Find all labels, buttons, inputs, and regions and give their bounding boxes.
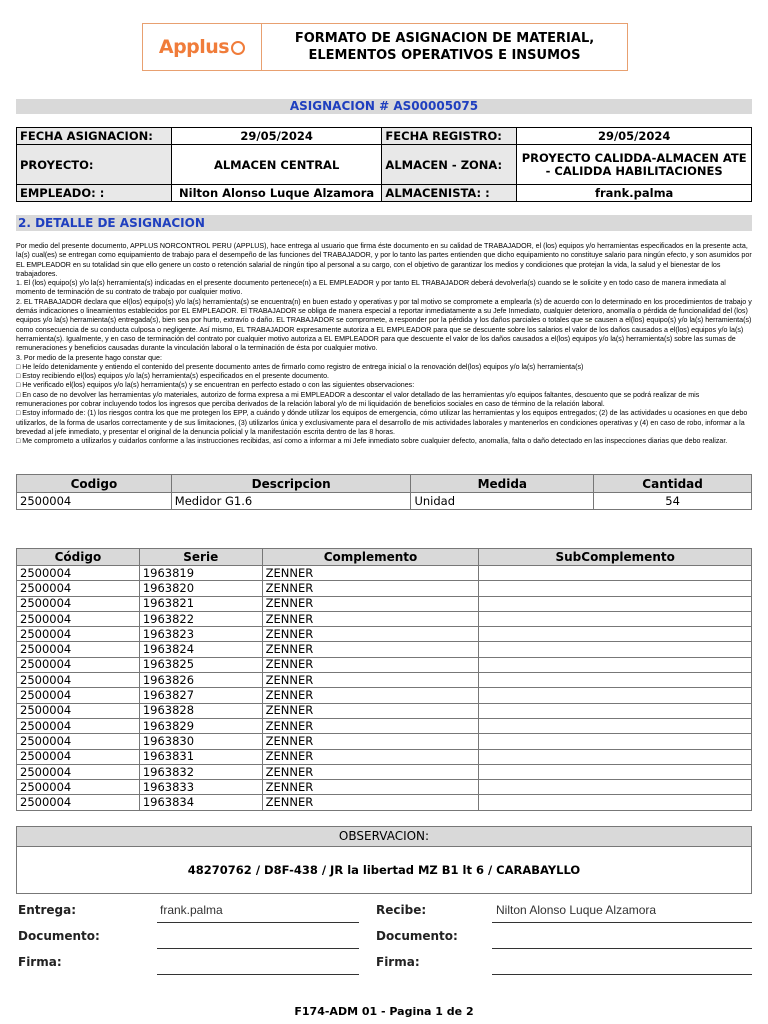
series-subcomplemento [479,627,752,642]
recibe-label: Recibe: [376,903,427,917]
series-subcomplemento [479,611,752,626]
logo-text: Applus [158,36,230,58]
table-row [17,642,752,657]
series-codigo: 2500004 [17,734,140,749]
legal-paragraph: Por medio del presente documento, APPLUS NORCONTROL PERU (APPLUS), hace entrega al usuario que firma éste documento en su calidad de TRABAJADOR, el (los) equipos y/o herramientas especificados en la presente acta, la(s) cual(es) se entregan como equipamiento de trabajo para el desempeño de las funciones del TRABAJADOR, y por lo tanto las partes entienden que dicho equipamiento no constituye salario para ningún efecto, y son asumidos por EL EMPLEADOR en su totalidad sin que ello genere un costo o retención salarial de ningún tipo al personal a su cargo, con el objetivo de garantizar los medios y condiciones que protejan la vida, la salud y el bienestar de los trabajadores. [16,242,752,278]
items-header-cantidad: Cantidad [594,475,752,493]
series-complemento: ZENNER [262,566,479,581]
series-complemento: ZENNER [262,596,479,611]
series-serie: 1963822 [139,611,262,626]
series-codigo: 2500004 [17,780,140,795]
series-complemento: ZENNER [262,627,479,642]
entrega-documento-line [157,948,359,949]
legal-paragraph: 1. El (los) equipo(s) y/o la(s) herramienta(s) indicadas en el presente documento pertenece(n) a EL EMPLEADOR y por tanto EL TRABAJADOR deberá devolverla(s) cuando se le solicite y en todo caso de manera inmediata al momento de terminación de su contrato de trabajo por cualquier motivo. [16,279,726,297]
almacen-zona-value: PROYECTO CALIDDA-ALMACEN ATE - CALIDDA HABILITACIONES [517,145,752,185]
series-subcomplemento [479,581,752,596]
recibe-line [492,922,752,923]
entrega-firma-line [157,974,359,975]
title-line-1: FORMATO DE ASIGNACION DE MATERIAL, [294,31,595,46]
series-complemento: ZENNER [262,734,479,749]
legal-paragraph: □ Estoy recibiendo el(los) equipos y/o la(s) herramienta(s) especificados en el presente documento. [16,372,330,381]
table-row [17,611,752,626]
series-subcomplemento [479,795,752,810]
empleado-value: Nilton Alonso Luque Alzamora [171,185,382,202]
series-codigo: 2500004 [17,611,140,626]
almacenista-label: ALMACENISTA: : [382,185,517,202]
table-row [17,493,752,510]
series-table [16,548,752,811]
series-serie: 1963828 [139,703,262,718]
item-cantidad: 54 [594,493,752,510]
series-serie: 1963827 [139,688,262,703]
series-serie: 1963824 [139,642,262,657]
series-codigo: 2500004 [17,703,140,718]
table-row [17,566,752,581]
series-subcomplemento [479,673,752,688]
fecha-asignacion-value: 29/05/2024 [171,128,382,145]
series-subcomplemento [479,688,752,703]
series-serie: 1963831 [139,749,262,764]
series-header-codigo: Código [17,549,140,566]
table-row [17,703,752,718]
series-header-complemento: Complemento [262,549,479,566]
empleado-label: EMPLEADO: : [17,185,172,202]
proyecto-value: ALMACEN CENTRAL [171,145,382,185]
fecha-registro-value: 29/05/2024 [517,128,752,145]
table-row [17,627,752,642]
series-subcomplemento [479,734,752,749]
table-row [17,718,752,733]
series-serie: 1963821 [139,596,262,611]
series-serie: 1963829 [139,718,262,733]
observacion-box [16,826,752,894]
observacion-text: 48270762 / D8F-438 / JR la libertad MZ B1 lt 6 / CARABAYLLO [187,863,581,877]
series-codigo: 2500004 [17,673,140,688]
assignment-info-table [16,127,752,202]
series-codigo: 2500004 [17,627,140,642]
item-codigo: 2500004 [17,493,172,510]
legal-paragraph: 3. Por medio de la presente hago constar que: [16,353,162,362]
table-row [17,657,752,672]
table-row [17,596,752,611]
series-subcomplemento [479,642,752,657]
legal-paragraph: □ Estoy informado de: (1) los riesgos contra los que me protegen los EPP, a cuándo y dónde utilizar los equipos de emergencia, cómo utilizar las herramientas y los equipos entregados; (2) de las actividades u ocasiones en que debo utilizarlos, de la forma de usarlos correctamente y de sus limitaciones, (3) utilizarlos única y exclusivamente para el desarrollo de mis actividades laborales y mantenerlos en condiciones operativas y (4) en caso de robo, informar a la brevedad al jefe inmediato, y presentar el original de la denuncia policial y la manifestación escrita dentro de las 8 horas. [16,409,748,436]
series-serie: 1963826 [139,673,262,688]
series-complemento: ZENNER [262,795,479,810]
series-complemento: ZENNER [262,642,479,657]
items-header-medida: Medida [411,475,594,493]
item-medida: Unidad [411,493,594,510]
table-row [17,581,752,596]
series-codigo: 2500004 [17,581,140,596]
series-serie: 1963834 [139,795,262,810]
title-line-2: ELEMENTOS OPERATIVOS E INSUMOS [308,48,581,63]
observacion-label: OBSERVACION: [17,827,751,847]
series-complemento: ZENNER [262,718,479,733]
table-row [17,688,752,703]
series-codigo: 2500004 [17,795,140,810]
items-header-descripcion: Descripcion [171,475,411,493]
items-header-codigo: Codigo [17,475,172,493]
fecha-registro-label: FECHA REGISTRO: [382,128,517,145]
legal-paragraph: 2. EL TRABAJADOR declara que el(los) equipo(s) y/o la(s) herramienta(s) se encuentra(n) en buen estado y operativas y por tal motivo se compromete a emplearla (s) de acuerdo con lo determinado en los procedimientos de trabajo y demás indicaciones o lineamientos establecidos por EL EMPLEADOR. El TRABAJADOR se obliga de manera especial a reportar inmediatamente a su Jefe Inmediato, cualquier deterioro, anomalía o pérdida de funcionalidad del (los) equipos y/o la(s) herramienta(s) entregada(s), bien sea por hurto, extravío o daño. EL TRABAJADOR se compromete, a responder por la pérdida y los daños parciales o totales que se causen a el(los) equipo(s) y/o la(s) herramienta(s) como consecuencia de su conducta culposa o negligente. Así mismo, EL TRABAJADOR expresamente autoriza a EL EMPLEADOR para que se descuente sobre los salarios el valor de los daños causados a el(los) equipos y/o la(s) herramienta(s). Igualmente, y en caso de terminación del contrato por cualquier motivo autoriza a EL EMPLEADOR para que descuente el valor de los daños causados a el(los) equipos y/o la(s) herramienta(s) sobre las sumas de remuneraciones y beneficios causadas durante la vinculación laboral o la terminación de ésta por cualquier motivo. [16,297,752,353]
series-serie: 1963832 [139,764,262,779]
series-complemento: ZENNER [262,673,479,688]
almacen-zona-label: ALMACEN - ZONA: [382,145,517,185]
table-row [17,734,752,749]
series-serie: 1963833 [139,780,262,795]
series-complemento: ZENNER [262,703,479,718]
applus-logo [143,24,262,70]
plus-icon [231,41,245,55]
entrega-documento-label: Documento: [18,929,100,943]
series-serie: 1963823 [139,627,262,642]
legal-paragraph: □ Me comprometo a utilizarlos y cuidarlos conforme a las instrucciones recibidas, así como a informar a mi Jefe inmediato sobre cualquier defecto, anomalía, falta o daño detectado en las inspecciones diarias que debo realizar. [16,437,728,446]
series-subcomplemento [479,749,752,764]
items-table [16,474,752,510]
table-row [17,673,752,688]
series-complemento: ZENNER [262,611,479,626]
legal-paragraph: □ He verificado el(los) equipos y/o la(s) herramienta(s) y se encuentran en perfecto estado o con las siguientes observaciones: [16,381,415,390]
document-title [262,24,627,70]
series-codigo: 2500004 [17,596,140,611]
series-codigo: 2500004 [17,688,140,703]
section-2-title: 2. DETALLE DE ASIGNACION [16,215,752,231]
series-codigo: 2500004 [17,657,140,672]
table-row [17,749,752,764]
series-complemento: ZENNER [262,688,479,703]
entrega-value: frank.palma [160,903,223,917]
series-complemento: ZENNER [262,749,479,764]
series-complemento: ZENNER [262,657,479,672]
page-footer: F174-ADM 01 - Pagina 1 de 2 [294,1005,474,1018]
assignment-number-bar: ASIGNACION # AS00005075 [16,99,752,114]
entrega-label: Entrega: [18,903,77,917]
recibe-documento-line [492,948,752,949]
recibe-firma-line [492,974,752,975]
fecha-asignacion-label: FECHA ASIGNACION: [17,128,172,145]
series-subcomplemento [479,657,752,672]
series-codigo: 2500004 [17,566,140,581]
legal-text [16,242,752,447]
recibe-documento-label: Documento: [376,929,458,943]
table-row [17,764,752,779]
series-codigo: 2500004 [17,718,140,733]
series-complemento: ZENNER [262,780,479,795]
series-serie: 1963825 [139,657,262,672]
recibe-firma-label: Firma: [376,955,420,969]
series-serie: 1963819 [139,566,262,581]
series-complemento: ZENNER [262,581,479,596]
proyecto-label: PROYECTO: [17,145,172,185]
series-codigo: 2500004 [17,642,140,657]
document-header [142,23,628,71]
entrega-firma-label: Firma: [18,955,62,969]
series-subcomplemento [479,566,752,581]
recibe-value: Nilton Alonso Luque Alzamora [496,903,657,917]
series-codigo: 2500004 [17,764,140,779]
series-codigo: 2500004 [17,749,140,764]
series-subcomplemento [479,780,752,795]
series-header-serie: Serie [139,549,262,566]
series-header-subcomplemento: SubComplemento [479,549,752,566]
series-serie: 1963820 [139,581,262,596]
almacenista-value: frank.palma [517,185,752,202]
series-subcomplemento [479,596,752,611]
series-subcomplemento [479,764,752,779]
legal-paragraph: □ En caso de no devolver las herramientas y/o materiales, autorizo de forma expresa a mi EMPLEADOR a descontar el valor detallado de las herramientas y/o equipos faltantes, descuento que se podrá realizar de mis remuneraciones por cobrar incluyendo todos los ingresos que perciba derivados de la relación laboral y/o de mi liquidación de beneficios sociales en caso de término de la relación laboral. [16,390,700,409]
entrega-line [157,922,359,923]
series-complemento: ZENNER [262,764,479,779]
table-row [17,780,752,795]
legal-paragraph: □ He leído detenidamente y entiendo el contenido del presente documento antes de firmarlo como registro de entrega inicial o la renovación del(los) equipos y/o la(s) herramienta(s) [16,362,584,371]
table-row [17,795,752,810]
series-subcomplemento [479,703,752,718]
series-serie: 1963830 [139,734,262,749]
series-subcomplemento [479,718,752,733]
item-descripcion: Medidor G1.6 [171,493,411,510]
